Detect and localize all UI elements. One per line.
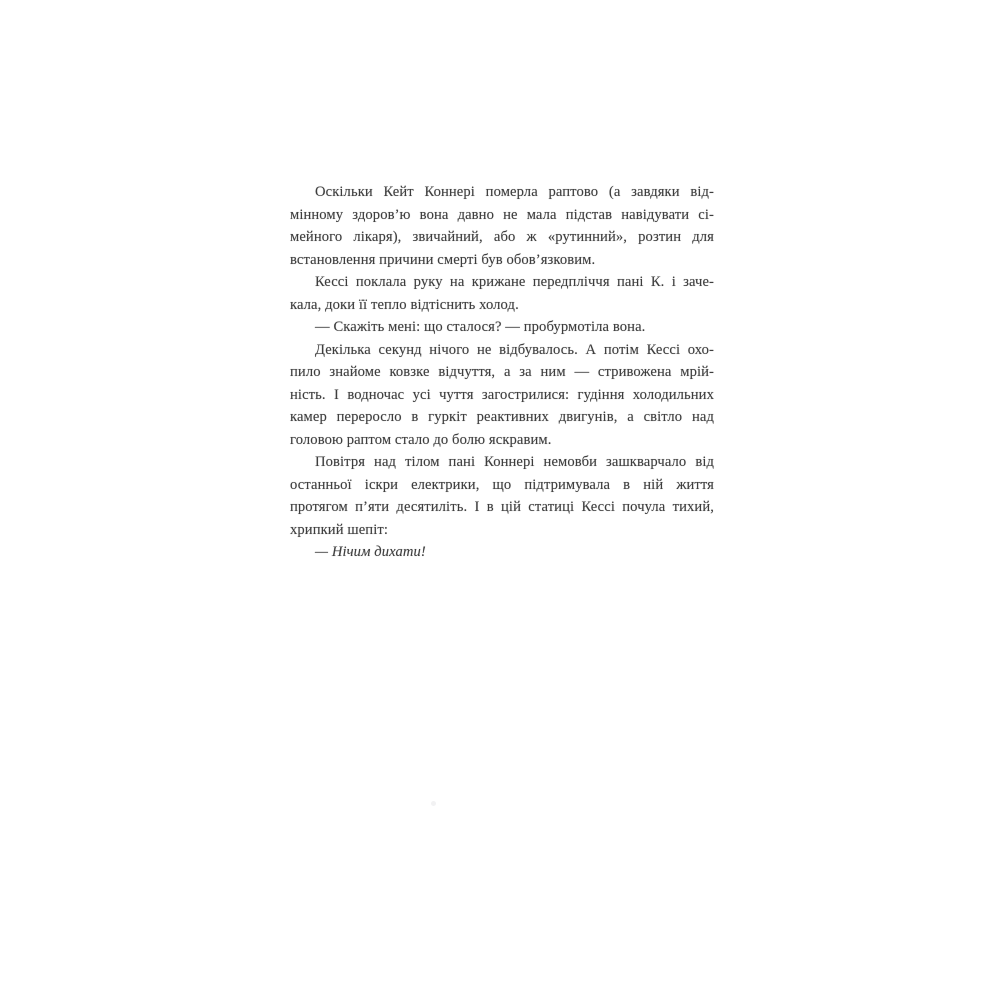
text-line: мейного лікаря), звичайний, або ж «рутинний», розтин для (290, 229, 714, 245)
scan-speck (431, 801, 436, 806)
text-line: Оскільки Кейт Коннері померла раптово (а завдяки від- (315, 184, 714, 200)
text-line: камер переросло в гуркіт реактивних двигунів, а світло над (290, 409, 714, 425)
text-line: кала, доки її тепло відтіснить холод. (290, 296, 519, 313)
text-line: встановлення причини смерті був обов’язковим. (290, 251, 596, 268)
text-line: Кессі поклала руку на крижане передпліччя пані К. і заче- (315, 274, 714, 290)
text-line: — Нічим дихати! (315, 544, 426, 560)
text-line: ність. І водночас усі чуття загострилися: гудіння холодильних (290, 386, 714, 403)
paragraph (290, 181, 714, 271)
text-line: протягом п’яти десятиліть. І в цій статиці Кессі почула тихий, (290, 499, 714, 515)
text-line: Декілька секунд нічого не відбувалось. А потім Кессі охо- (315, 341, 714, 358)
text-line: головою раптом стало до болю яскравим. (290, 431, 552, 448)
text-line: хрипкий шепіт: (290, 521, 388, 538)
text-line: Повітря над тілом пані Коннері немовби зашкварчало від (315, 454, 714, 470)
text-line: останньої іскри електрики, що підтримувала в ній життя (290, 476, 714, 493)
paragraph (290, 451, 714, 541)
paragraph (290, 339, 714, 452)
paragraph (290, 271, 714, 316)
text-line: — Скажіть мені: що сталося? — пробурмотіла вона. (315, 319, 646, 335)
paragraph (290, 316, 714, 339)
page-text-block (290, 181, 714, 564)
text-line: мінному здоров’ю вона давно не мала підстав навідувати сі- (290, 206, 714, 223)
text-line: пило знайоме ковзке відчуття, а за ним — стривожена мрій- (290, 364, 714, 380)
paragraph (290, 541, 714, 564)
